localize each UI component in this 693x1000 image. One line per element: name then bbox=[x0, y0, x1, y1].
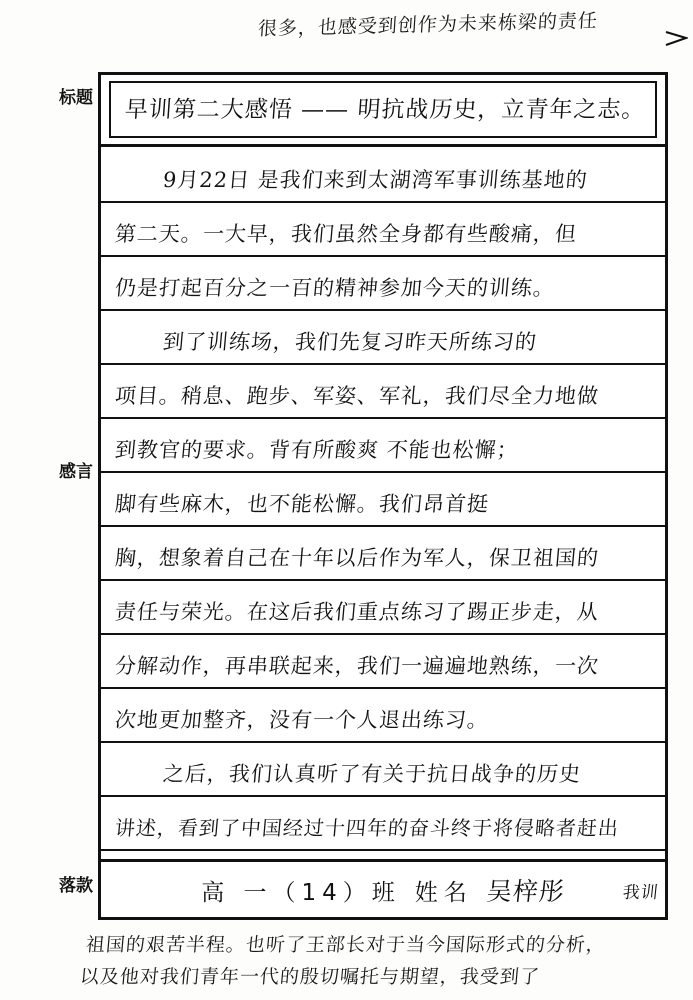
title-cell bbox=[101, 75, 665, 147]
class-label: 高 一（14）班 bbox=[201, 880, 401, 906]
body-line: 讲述，看到了中国经过十四年的奋斗终于将侵略者赶出 bbox=[113, 816, 621, 840]
body-line: 次地更加整齐，没有一个人退出练习。 bbox=[113, 708, 491, 732]
signature-tail-note: 我训 bbox=[621, 883, 660, 903]
body-line: 第二天。一大早，我们虽然全身都有些酸痛，但 bbox=[113, 222, 579, 246]
body-line: 项目。稍息、跑步、军姿、军礼，我们尽全力地做 bbox=[113, 384, 601, 408]
label-body-text: 感言 bbox=[59, 462, 93, 482]
label-title-text: 标题 bbox=[59, 88, 93, 108]
body-line: 分解动作，再串联起来，我们一遍遍地熟练，一次 bbox=[113, 654, 601, 678]
document-title: 早训第二大感悟 —— 明抗战历史，立青年之志。 bbox=[123, 97, 647, 123]
label-signature bbox=[56, 876, 96, 897]
top-margin-note: 很多，也感受到创作为未来栋梁的责任 bbox=[257, 9, 599, 41]
name-label: 姓名 bbox=[414, 880, 473, 906]
signature-row bbox=[101, 872, 665, 908]
body-line: 到教官的要求。背有所酸爽 不能也松懈； bbox=[113, 438, 520, 462]
body-line: 9月22日 是我们来到太湖湾军事训练基地的 bbox=[161, 168, 589, 192]
arrow-icon bbox=[664, 28, 688, 48]
body-line: 脚有些麻木，也不能松懈。我们昂首挺 bbox=[113, 492, 491, 516]
manuscript-frame bbox=[98, 72, 668, 920]
title-box bbox=[109, 81, 657, 138]
label-signature-text: 落款 bbox=[59, 876, 93, 896]
label-title bbox=[56, 88, 96, 109]
student-name: 吴梓彤 bbox=[485, 877, 567, 906]
body-line: 责任与荣光。在这后我们重点练习了踢正步走，从 bbox=[113, 600, 601, 624]
body-ruled-area bbox=[101, 147, 665, 859]
body-line: 到了训练场，我们先复习昨天所练习的 bbox=[161, 330, 539, 354]
bottom-margin-note: 祖国的艰苦半程。也听了王部长对于当今国际形式的分析， bbox=[84, 934, 607, 956]
signature-cell bbox=[101, 859, 665, 917]
label-body bbox=[56, 462, 96, 483]
body-line: 仍是打起百分之一百的精神参加今天的训练。 bbox=[113, 276, 557, 300]
body-line: 之后，我们认真听了有关于抗日战争的历史 bbox=[161, 762, 583, 786]
body-line: 胸，想象着自己在十年以后作为军人，保卫祖国的 bbox=[113, 546, 601, 570]
bottom-margin-note: 以及他对我们青年一代的殷切嘱托与期望，我受到了 bbox=[78, 966, 541, 988]
